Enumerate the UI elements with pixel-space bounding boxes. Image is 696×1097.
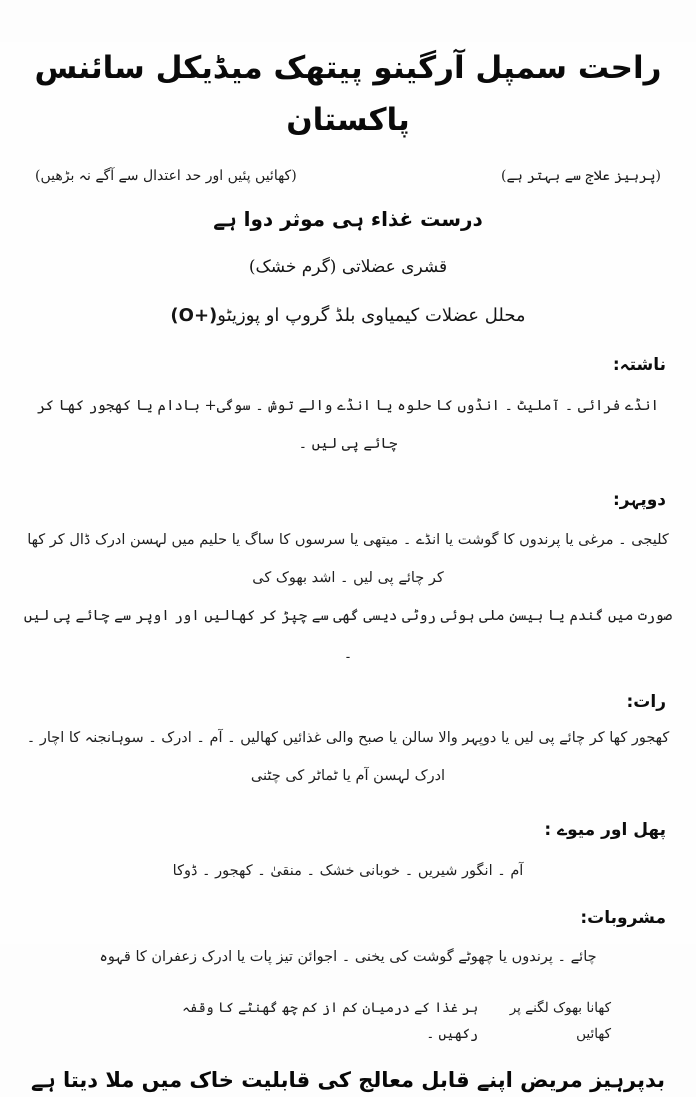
section-body-breakfast: انڈے فرائی ۔ آملیٹ ۔ انڈوں کا حلوہ یا انڈے والے توش ۔ سوگی+ بادام یا کھجور کھا کر چائے پی لیں ۔ — [37, 398, 659, 452]
motto-prevention: (پرہیز علاج سے بہتر ہے) — [501, 168, 661, 184]
lunch-line-1: کلیجی ۔ مرغی یا پرندوں کا گوشت یا انڈے ۔ میتھی یا سرسوں کا ساگ یا حلیم میں لہسن ادرک ڈال کر کھا کر چائے پی لیں ۔ اشد بھوک کی — [27, 532, 669, 586]
advice-meal-gap: ہر غذا کے درمیان کم از کم چھ گھنٹے کا وقفہ رکھیں ۔ — [182, 1000, 479, 1042]
section-body-beverages: چائے ۔ پرندوں یا چھوٹے گوشت کی یخنی ۔ اجوائن تیز پات یا ادرک زعفران کا قہوہ — [99, 949, 597, 965]
temperament-line: قشری عضلاتی (گرم خشک) — [248, 257, 448, 277]
lunch-line-2: صورت میں گندم یا بیسن ملی ہوئی روٹی دیسی گھی سے چپڑ کر کھالیں اور اوپر سے چائے پی لیں ۔ — [23, 608, 673, 662]
advice-eat-when-hungry: کھانا بھوک لگنے پر کھائیں — [509, 1000, 611, 1042]
blood-group-code: (O+) — [170, 305, 218, 326]
section-heading-lunch: دوپہر: — [612, 490, 666, 510]
document-page — [0, 42, 696, 1092]
section-body-lunch — [0, 521, 696, 673]
page-title: راحت سمپل آرگینو پیتھک میڈیکل سائنس پاکستان — [34, 50, 662, 138]
blood-group-text: محلل عضلات کیمیاوی بلڈ گروپ او پوزیٹو — [217, 305, 526, 326]
section-heading-breakfast: ناشتہ: — [612, 355, 666, 375]
blood-group-line — [0, 300, 696, 332]
section-body-night: کھجور کھا کر چائے پی لیں یا دوپہر والا سالن یا صبح والی غذائیں کھالیں ۔ آم ۔ ادرک ۔ سوہانجنہ کا اچار ۔ ادرک لہسن آم یا ٹماٹر کی چٹنی — [26, 730, 670, 784]
motto-moderation: (کھائیں پئیں اور حد اعتدال سے آگے نہ بڑھیں) — [35, 168, 297, 184]
advice-row — [0, 995, 696, 1047]
section-heading-beverages: مشروبات: — [580, 908, 666, 928]
slogan-heading: درست غذاء ہی موثر دوا ہے — [213, 207, 483, 231]
section-heading-fruits: پھل اور میوے : — [544, 820, 666, 840]
section-heading-night: رات: — [626, 692, 666, 712]
footer-warning: بدپرہیز مریض اپنے قابل معالج کی قابلیت خاک میں ملا دیتا ہے — [31, 1068, 665, 1092]
motto-row — [0, 162, 696, 190]
section-body-fruits: آم ۔ انگور شیریں ۔ خوبانی خشک ۔ منقیٰ ۔ کھجور ۔ ڈوکا — [172, 863, 524, 879]
